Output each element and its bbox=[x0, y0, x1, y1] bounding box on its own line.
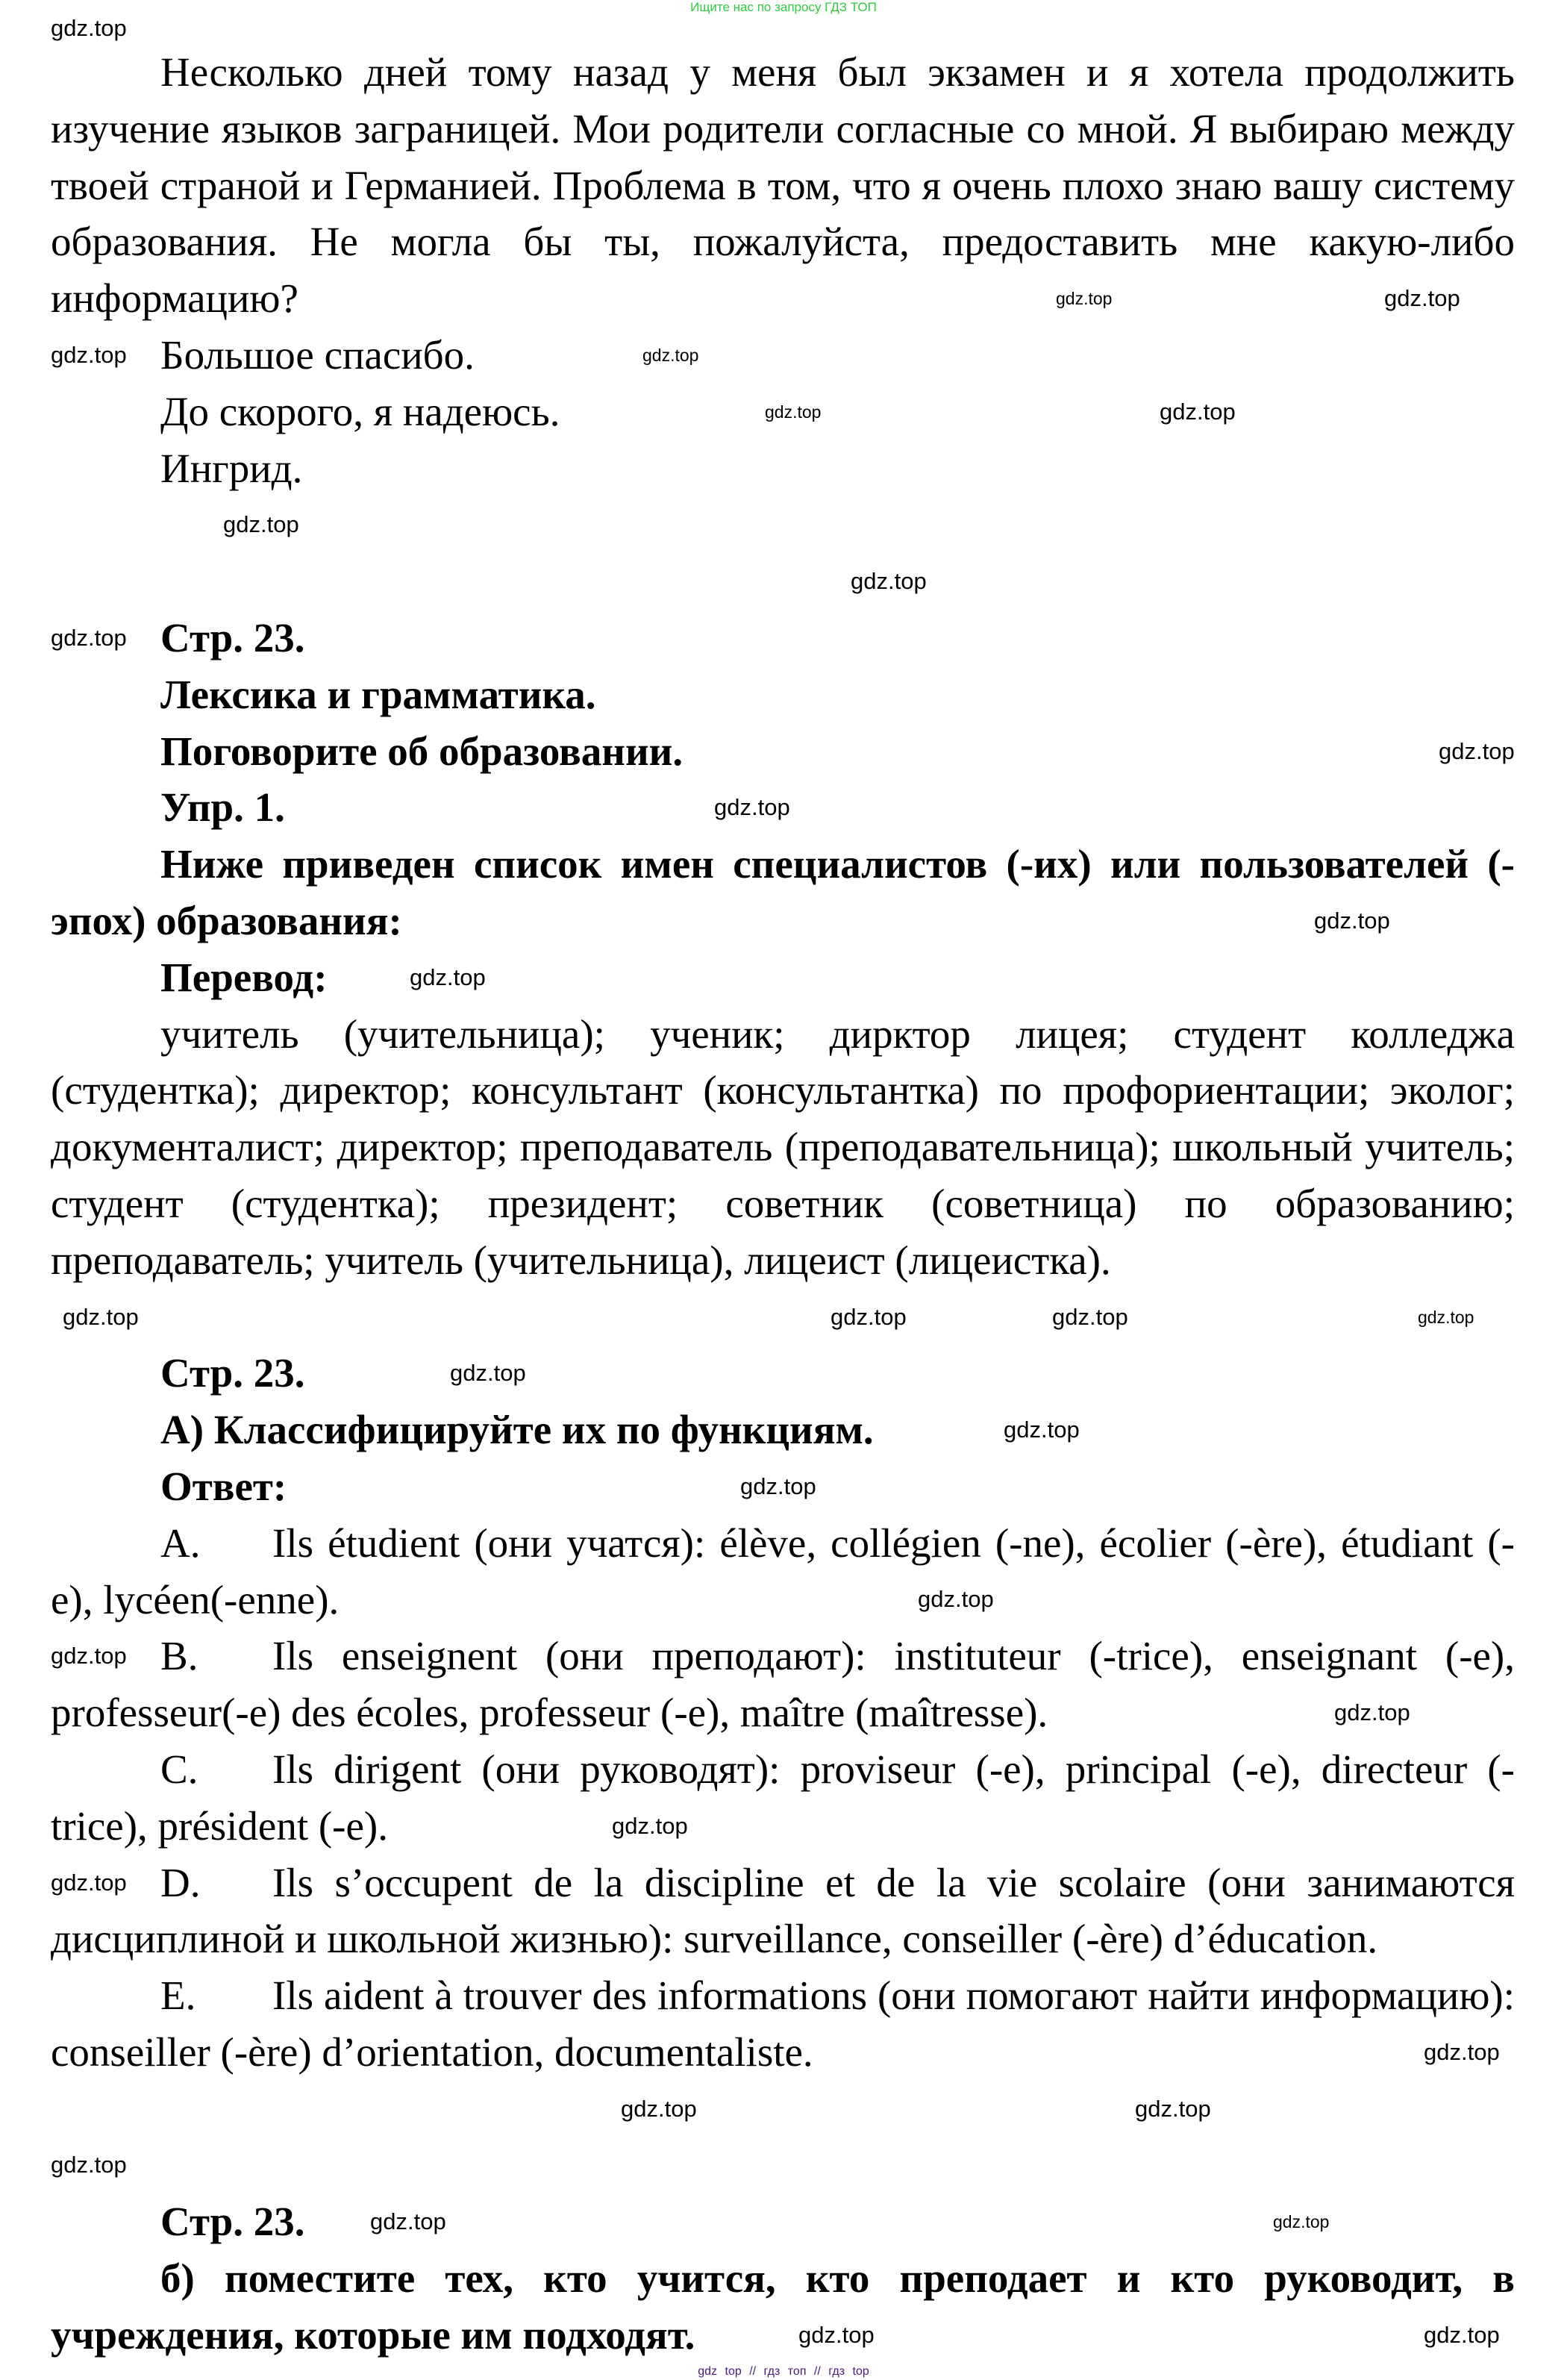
watermark: gdz.top bbox=[1004, 1417, 1080, 1443]
task-heading bbox=[51, 2250, 1515, 2364]
letter-bye bbox=[51, 384, 1515, 440]
list-item bbox=[51, 1515, 1515, 1628]
page-heading-text: Стр. 23. bbox=[160, 1350, 305, 1396]
watermark: gdz.top bbox=[410, 963, 486, 990]
translation-label bbox=[51, 949, 1515, 1006]
watermark: gdz.top bbox=[1135, 2095, 1211, 2122]
list-item bbox=[51, 1741, 1515, 1855]
watermark: gdz.top bbox=[918, 1586, 994, 1613]
item-label: C. bbox=[160, 1746, 198, 1792]
footer-ad[interactable]: gdz top // гдз топ // гдз top bbox=[698, 2365, 869, 2378]
spacer bbox=[51, 2081, 1515, 2194]
subtopic-heading bbox=[51, 723, 1515, 780]
watermark: gdz.top bbox=[51, 624, 127, 651]
letter-bye-text: До скорого, я надеюсь. bbox=[160, 388, 560, 434]
spacer bbox=[51, 496, 1515, 610]
watermark: gdz.top bbox=[1418, 1307, 1474, 1327]
watermark: gdz.top bbox=[370, 2208, 446, 2235]
watermark: gdz.top bbox=[765, 402, 822, 422]
list-item bbox=[51, 1855, 1515, 1968]
watermark: gdz.top bbox=[1273, 2212, 1330, 2232]
answer-label-text: Ответ: bbox=[160, 1463, 287, 1509]
page-heading bbox=[51, 610, 1515, 666]
watermark: gdz.top bbox=[831, 1303, 907, 1330]
letter-paragraph-text: Несколько дней тому назад у меня был экзамен и я хотела продолжить изучение языков заграницей. Мои родители согласные со мной. Я выбираю между твоей страной и Германией. Проблема в том, что я очень плохо знаю вашу систему образования. Не могла бы ты, пожалуйста, предоставить мне какую-либо информацию? bbox=[51, 49, 1515, 322]
watermark: gdz.top bbox=[51, 341, 127, 368]
item-label: A. bbox=[160, 1519, 201, 1566]
watermark: gdz.top bbox=[51, 1869, 127, 1896]
watermark: gdz.top bbox=[1314, 907, 1390, 934]
watermark: gdz.top bbox=[51, 2152, 127, 2178]
watermark: gdz.top bbox=[450, 1360, 526, 1387]
item-text: Ils aident à trouver des informations (они помогают найти информацию): conseiller (-ère) d’orientation, documentaliste. bbox=[51, 1973, 1515, 2075]
watermark: gdz.top bbox=[621, 2095, 697, 2122]
exercise-task-text: Ниже приведен список имен специалистов (-их) или пользователей (- эпох) образования: bbox=[51, 841, 1515, 943]
subtopic-heading-text: Поговорите об образовании. bbox=[160, 728, 684, 774]
translation-label-text: Перевод: bbox=[160, 954, 328, 1000]
watermark: gdz.top bbox=[740, 1472, 816, 1499]
page-heading-text: Стр. 23. bbox=[160, 614, 305, 660]
watermark: gdz.top bbox=[1334, 1699, 1410, 1725]
item-text: Ils étudient (они учатся): élève, collégien (-ne), écolier (-ère), étudiant (-e), lycéen(-enne). bbox=[51, 1519, 1515, 1622]
watermark: gdz.top bbox=[223, 511, 299, 538]
item-label: B. bbox=[160, 1633, 198, 1679]
task-heading-text: А) Классифицируйте их по функциям. bbox=[160, 1407, 874, 1453]
watermark: gdz.top bbox=[714, 794, 790, 821]
watermark: gdz.top bbox=[1384, 284, 1460, 311]
header-ad[interactable]: Ищите нас по запросу ГДЗ ТОП bbox=[690, 0, 877, 14]
item-text: Ils enseignent (они преподают): instituteur (-trice), enseignant (-e), professeur(-e) des écoles, professeur (-e), maître (maîtresse). bbox=[51, 1633, 1515, 1736]
task-heading-text: б) поместите тех, кто учится, кто преподает и кто руководит, в учреждения, которые им подходят. bbox=[51, 2255, 1515, 2358]
page-heading bbox=[51, 1345, 1515, 1402]
watermark: gdz.top bbox=[1056, 288, 1113, 308]
list-item bbox=[51, 1967, 1515, 2081]
exercise-heading-text: Упр. 1. bbox=[160, 784, 285, 831]
watermark: gdz.top bbox=[612, 1812, 688, 1839]
watermark: gdz.top bbox=[51, 1643, 127, 1670]
document-body bbox=[51, 44, 1515, 2364]
letter-paragraph bbox=[51, 44, 1515, 327]
exercise-heading bbox=[51, 779, 1515, 836]
watermark: gdz.top bbox=[1424, 2038, 1500, 2065]
item-label: E. bbox=[160, 1973, 196, 2019]
list-item bbox=[51, 1628, 1515, 1741]
answer-label bbox=[51, 1458, 1515, 1515]
spacer bbox=[51, 1289, 1515, 1346]
watermark: gdz.top bbox=[1052, 1303, 1128, 1330]
watermark: gdz.top bbox=[63, 1303, 139, 1330]
watermark: gdz.top bbox=[798, 2321, 875, 2348]
watermark: gdz.top bbox=[1160, 398, 1236, 425]
item-text: Ils dirigent (они руководят): proviseur (-e), principal (-e), directeur (-trice), président (-e). bbox=[51, 1746, 1515, 1849]
watermark: gdz.top bbox=[642, 345, 699, 365]
topic-heading: Лексика и грамматика. bbox=[160, 671, 596, 717]
exercise-task bbox=[51, 836, 1515, 949]
letter-sign: Ингрид. bbox=[160, 445, 303, 491]
page-heading-text: Стр. 23. bbox=[160, 2199, 305, 2245]
page-heading bbox=[51, 2193, 1515, 2250]
task-heading bbox=[51, 1402, 1515, 1458]
letter-thanks bbox=[51, 327, 1515, 384]
item-label: D. bbox=[160, 1859, 201, 1905]
watermark: gdz.top bbox=[851, 568, 927, 595]
item-text: Ils s’occupent de la discipline et de la vie scolaire (они занимаются дисциплиной и школьной жизнью): surveillance, conseiller (-ère) d’éducation. bbox=[51, 1859, 1515, 1962]
letter-thanks-text: Большое спасибо. bbox=[160, 331, 475, 378]
watermark: gdz.top bbox=[1439, 737, 1515, 764]
translation-text: учитель (учительница); ученик; дирктор лицея; студент колледжа (студентка); директор; консультант (консультантка) по профориентации; эколог; документалист; директор; преподаватель (преподавательница); школьный учитель; студент (студентка); президент; советник (советница) по образованию; преподаватель; учитель (учительница), лицеист (лицеистка). bbox=[51, 1011, 1515, 1283]
watermark: gdz.top bbox=[51, 15, 127, 41]
watermark: gdz.top bbox=[1424, 2321, 1500, 2348]
